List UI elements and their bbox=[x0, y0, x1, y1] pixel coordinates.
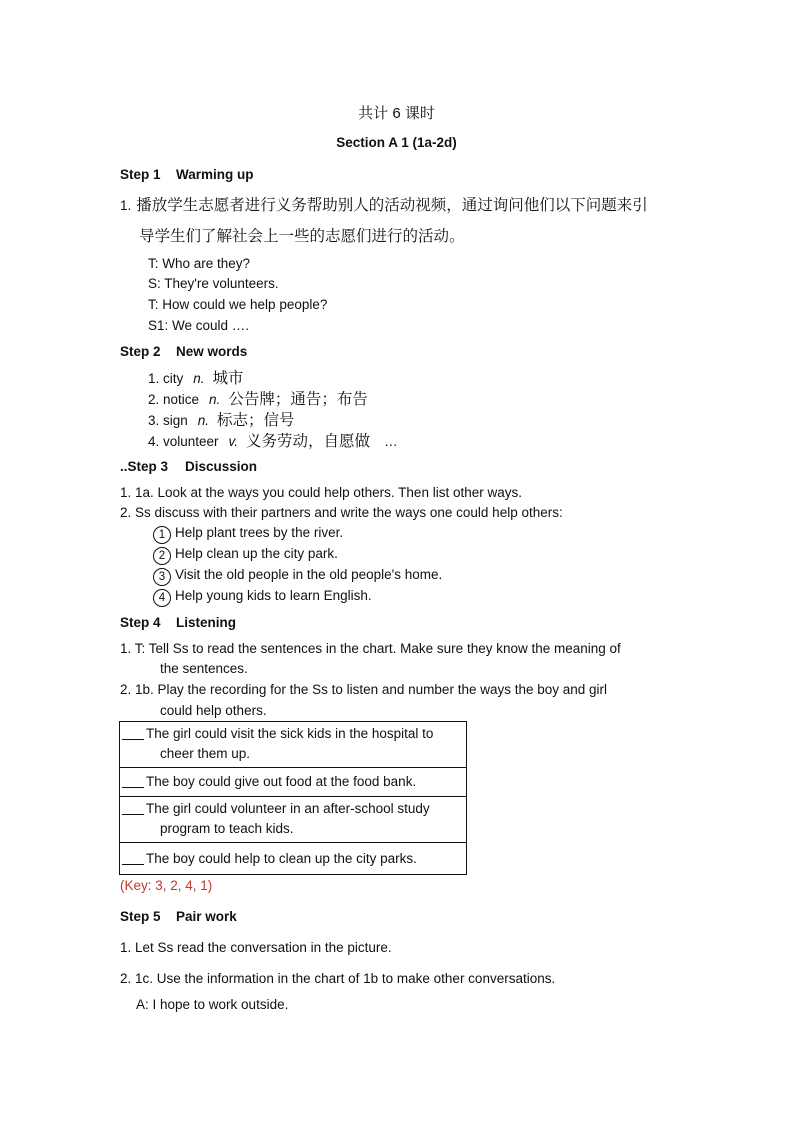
step1-cn-text-1: 播放学生志愿者进行义务帮助别人的活动视频，通过询问他们以下问题来引 bbox=[136, 196, 648, 214]
word-pos: n. bbox=[197, 413, 210, 428]
chart-sentence: The girl could visit the sick kids in the hospital to bbox=[146, 726, 434, 741]
word-item bbox=[148, 369, 244, 388]
answer-blank[interactable] bbox=[122, 850, 144, 865]
chart-sentence: The boy could help to clean up the city parks. bbox=[146, 851, 417, 866]
table-row bbox=[120, 722, 467, 768]
word-term: 2. notice bbox=[148, 392, 200, 407]
step2-number: Step 2 bbox=[120, 344, 161, 359]
word-item bbox=[148, 432, 398, 451]
step3-heading bbox=[120, 458, 257, 476]
word-pos: n. bbox=[193, 371, 205, 386]
way-text: Visit the old people in the old people's home. bbox=[175, 567, 443, 582]
step2-name: New words bbox=[176, 344, 248, 359]
word-term: 3. sign bbox=[148, 413, 188, 428]
word-item bbox=[148, 411, 295, 430]
step3-number: ..Step 3 bbox=[120, 459, 169, 474]
way-item bbox=[153, 524, 343, 544]
step4-heading bbox=[120, 614, 236, 632]
step3-item: 1. 1a. Look at the ways you could help others. Then list other ways. bbox=[120, 485, 522, 500]
step3-item: 2. Ss discuss with their partners and write the ways one could help others: bbox=[120, 505, 563, 520]
chart-sentence: The girl could volunteer in an after-school study bbox=[146, 801, 430, 816]
step4-number: Step 4 bbox=[120, 615, 161, 630]
step5-name: Pair work bbox=[176, 909, 237, 924]
step1-dialog-line: T: How could we help people? bbox=[148, 297, 328, 312]
step2-heading bbox=[120, 343, 247, 361]
step4-name: Listening bbox=[176, 615, 236, 630]
chart-cell bbox=[120, 722, 467, 768]
step1-heading bbox=[120, 166, 254, 184]
step5-item: 1. Let Ss read the conversation in the picture. bbox=[120, 940, 392, 955]
word-pos: v. bbox=[228, 434, 239, 449]
section-title: Section A 1 (1a-2d) bbox=[336, 135, 457, 150]
way-item bbox=[153, 587, 372, 607]
step4-item2-line2: could help others. bbox=[160, 703, 267, 718]
step1-name: Warming up bbox=[176, 167, 254, 182]
chart-cell bbox=[120, 768, 467, 797]
chart-sentence-cont: cheer them up. bbox=[160, 746, 251, 761]
step5-dialog-line: A: I hope to work outside. bbox=[136, 997, 289, 1012]
step1-dialog-line: T: Who are they? bbox=[148, 256, 251, 271]
way-text: Help clean up the city park. bbox=[175, 546, 338, 561]
circled-number: 4 bbox=[153, 589, 171, 607]
word-meaning: 公告牌；通告；布告 bbox=[228, 390, 368, 408]
step1-cn-text-2: 导学生们了解社会上一些的志愿们进行的活动。 bbox=[139, 227, 465, 245]
step3-name: Discussion bbox=[185, 459, 258, 474]
step4-item1-line1: 1. T: Tell Ss to read the sentences in the chart. Make sure they know the meaning of bbox=[120, 641, 621, 656]
way-text: Help young kids to learn English. bbox=[175, 588, 372, 603]
word-tail: … bbox=[384, 434, 398, 449]
way-item bbox=[153, 545, 338, 565]
answer-blank[interactable] bbox=[122, 725, 144, 740]
word-item bbox=[148, 390, 368, 409]
word-term: 4. volunteer bbox=[148, 434, 219, 449]
step1-dialog-line: S1: We could …. bbox=[148, 318, 250, 333]
step5-number: Step 5 bbox=[120, 909, 161, 924]
word-term: 1. city bbox=[148, 371, 184, 386]
chart-cell bbox=[120, 843, 467, 875]
step1-item-number: 1. bbox=[120, 198, 132, 213]
step1-dialog-line: S: They're volunteers. bbox=[148, 276, 279, 291]
circled-number: 3 bbox=[153, 568, 171, 586]
word-pos: n. bbox=[209, 392, 221, 407]
way-text: Help plant trees by the river. bbox=[175, 525, 344, 540]
word-meaning: 标志；信号 bbox=[217, 411, 295, 429]
word-meaning: 城市 bbox=[212, 369, 244, 387]
step5-item: 2. 1c. Use the information in the chart of 1b to make other conversations. bbox=[120, 971, 556, 986]
word-meaning: 义务劳动，自愿做 bbox=[246, 432, 371, 450]
chart-sentence: The boy could give out food at the food bank. bbox=[146, 774, 417, 789]
chart-sentence-cont: program to teach kids. bbox=[160, 821, 294, 836]
listening-chart bbox=[119, 721, 467, 875]
step1-item-line1 bbox=[120, 196, 648, 215]
way-item bbox=[153, 566, 442, 586]
chart-cell bbox=[120, 797, 467, 843]
step1-number: Step 1 bbox=[120, 167, 161, 182]
page-title: 共计 6 课时 bbox=[358, 105, 435, 122]
table-row bbox=[120, 797, 467, 843]
answer-blank[interactable] bbox=[122, 800, 144, 815]
step4-item1-line2: the sentences. bbox=[160, 661, 248, 676]
answer-blank[interactable] bbox=[122, 773, 144, 788]
circled-number: 2 bbox=[153, 547, 171, 565]
circled-number: 1 bbox=[153, 526, 171, 544]
answer-key: (Key: 3, 2, 4, 1) bbox=[120, 878, 213, 893]
step4-item2-line1: 2. 1b. Play the recording for the Ss to listen and number the ways the boy and girl bbox=[120, 682, 608, 697]
table-row bbox=[120, 843, 467, 875]
table-row bbox=[120, 768, 467, 797]
step5-heading bbox=[120, 908, 237, 926]
